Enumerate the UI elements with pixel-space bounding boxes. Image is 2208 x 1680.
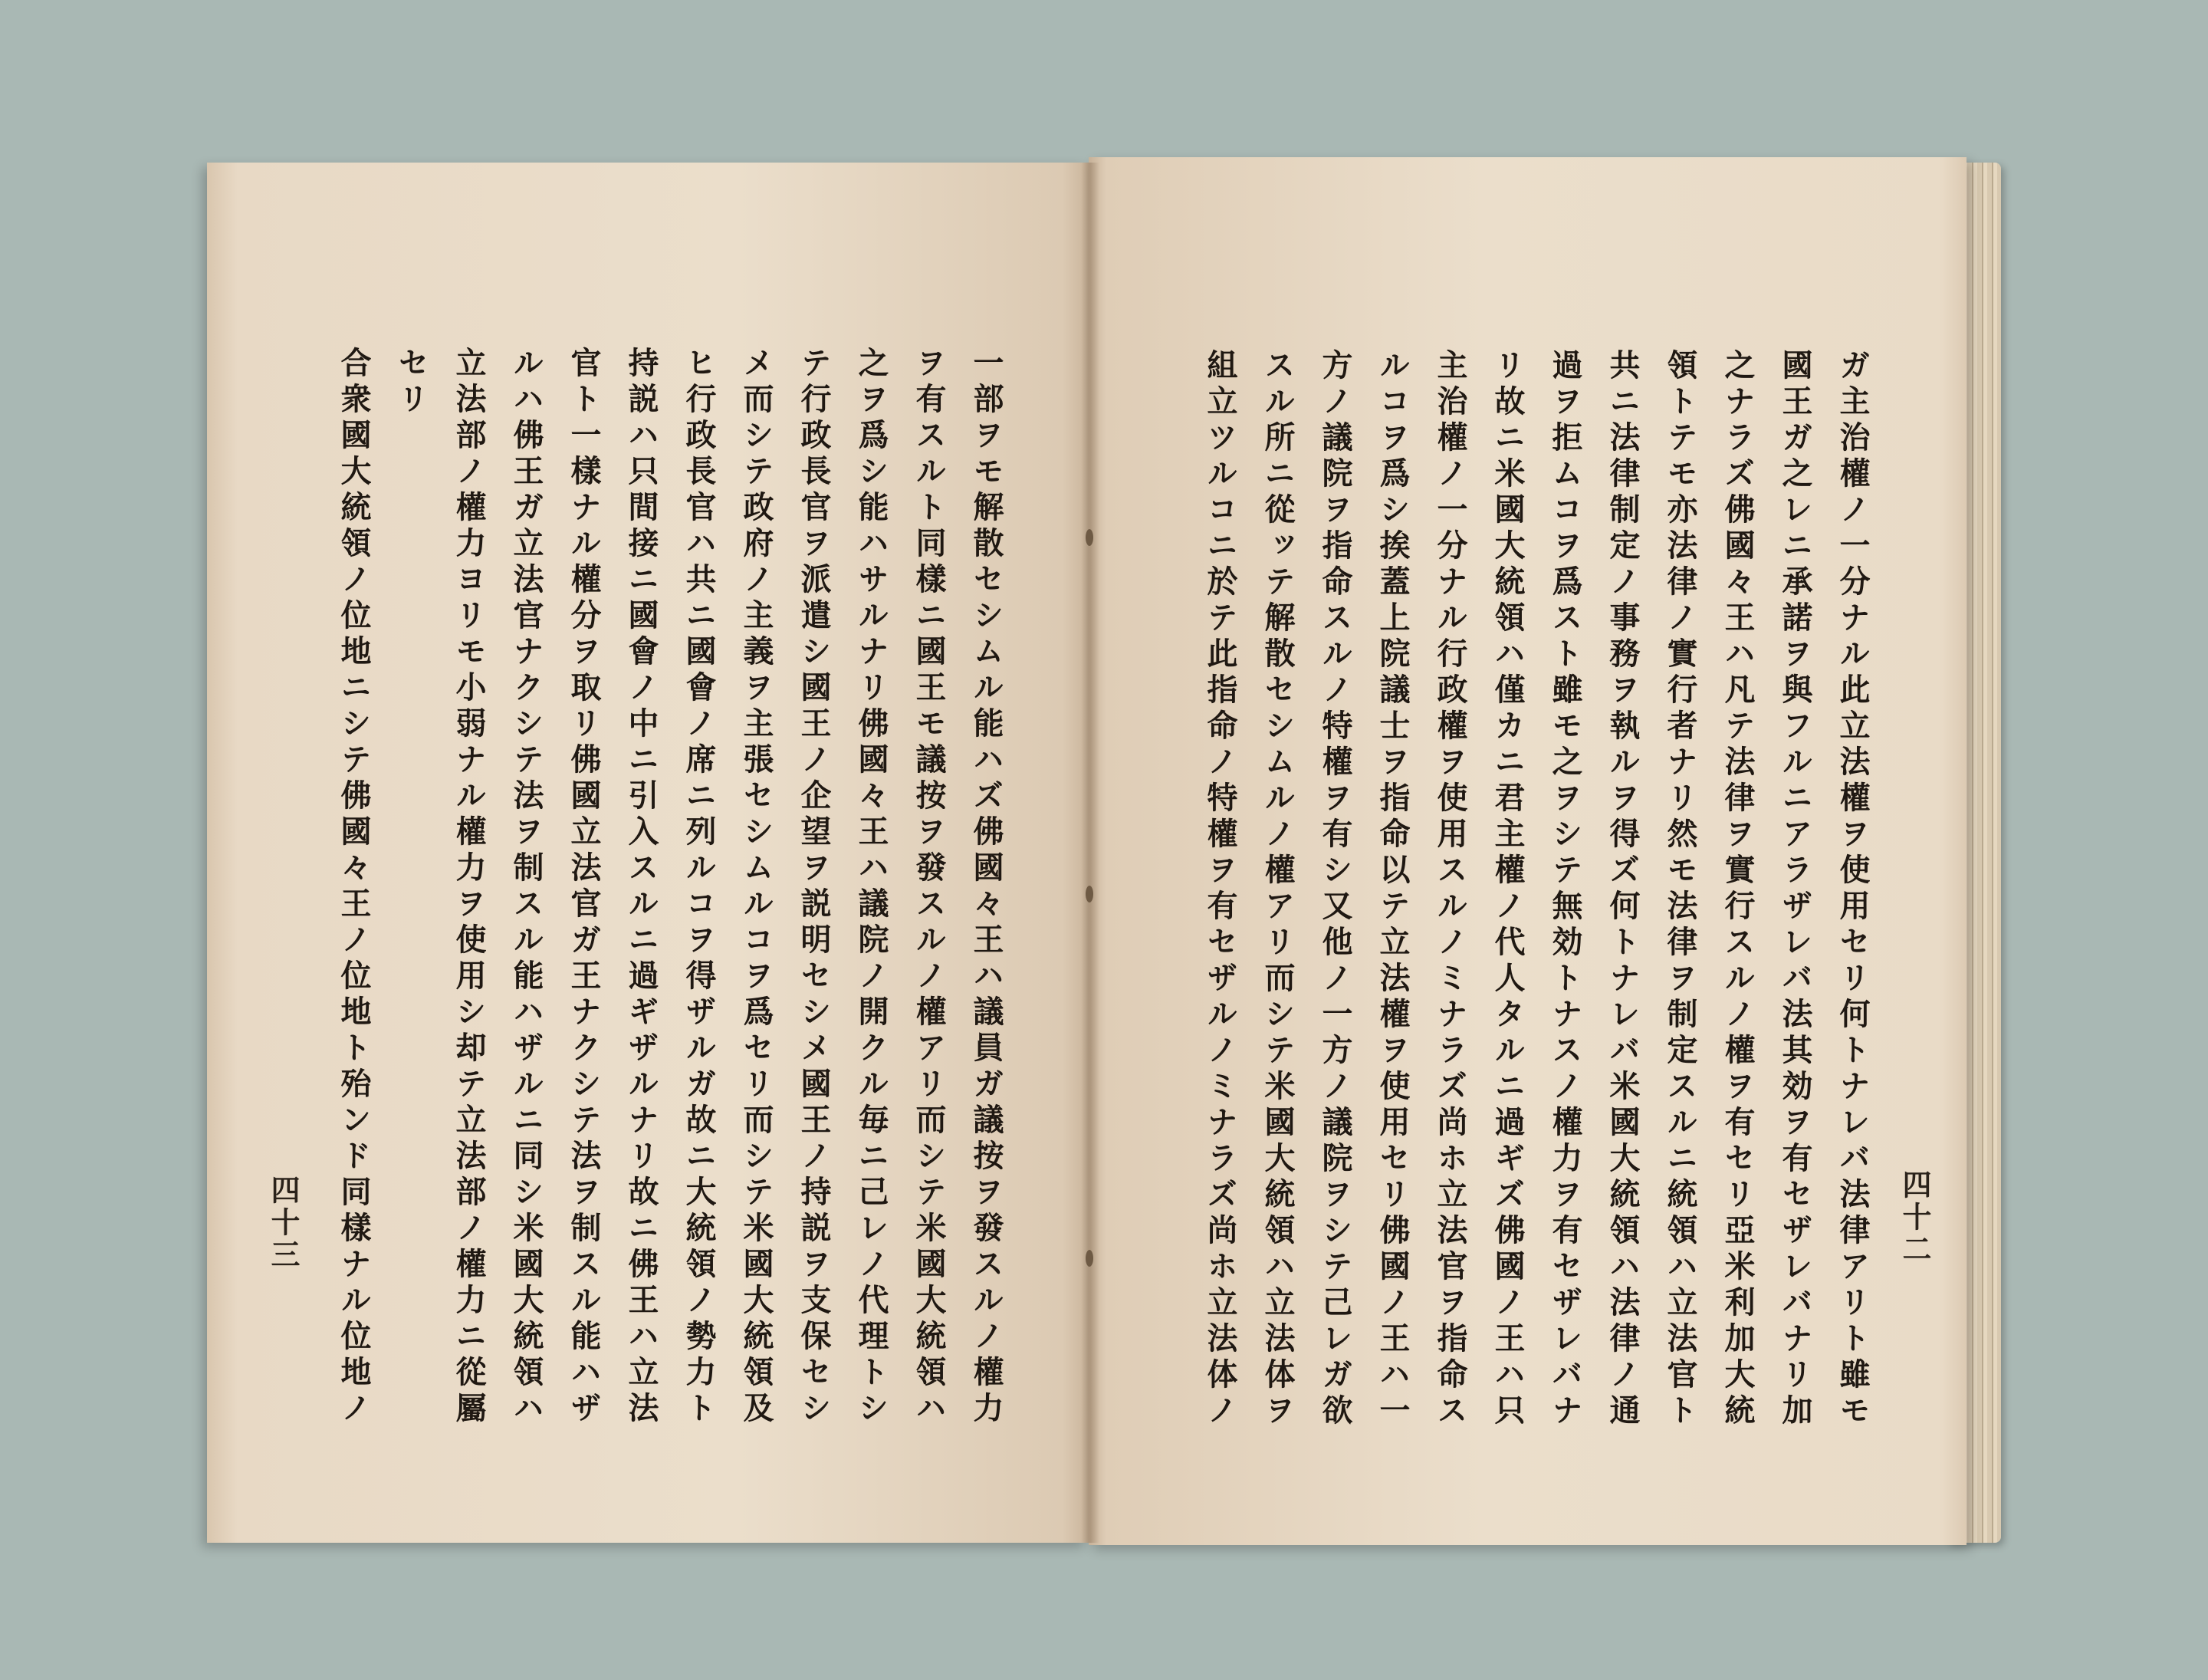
text-column: ガ主治權ノ一分ナル此立法權ヲ使用セリ何トナレバ法律アリト雖モ — [1835, 349, 1871, 1430]
text-column: テ行政長官ヲ派遣シ國王ノ企望ヲ説明セシメ國王ノ持説ヲ支保セシ — [796, 347, 832, 1428]
text-column: リ故ニ米國大統領ハ僅カニ君主權ノ代人タルニ過ギズ佛國ノ王ハ只 — [1490, 349, 1526, 1430]
text-column: スル所ニ從ッテ解散セシムルノ權アリ而シテ米國大統領ハ立法体ヲ — [1260, 349, 1296, 1430]
text-column: 領トテモ亦法律ノ實行者ナリ然モ法律ヲ制定スルニ統領ハ立法官ト — [1662, 349, 1698, 1430]
text-column: ルハ佛王ガ立法官ナクシテ法ヲ制スル能ハザルニ同シ米國大統領ハ — [508, 347, 544, 1428]
binding-stitch — [1086, 1250, 1093, 1267]
text-column: ルコヲ爲シ挨蓋上院議士ヲ指命以テ立法權ヲ使用セリ佛國ノ王ハ一 — [1375, 349, 1411, 1430]
binding-stitch — [1086, 529, 1093, 546]
text-column: 組立ツルコニ於テ此指命ノ特權ヲ有セザルノミナラズ尚ホ立法体ノ — [1202, 349, 1238, 1430]
text-column: 過ヲ拒ムコヲ爲スト雖モ之ヲシテ無効トナスノ權力ヲ有セザレバナ — [1547, 349, 1583, 1430]
text-column: ヲ有スルト同樣ニ國王モ議按ヲ發スルノ權アリ而シテ米國大統領ハ — [911, 347, 947, 1428]
text-column: 方ノ議院ヲ指命スルノ特權ヲ有シ又他ノ一方ノ議院ヲシテ己レガ欲 — [1317, 349, 1353, 1430]
text-column: 之ナラズ佛國々王ハ凡テ法律ヲ實行スルノ權ヲ有セリ亞米利加大統 — [1720, 349, 1756, 1430]
text-column: メ而シテ政府ノ主義ヲ主張セシムルコヲ爲セリ而シテ米國大統領及 — [738, 347, 774, 1428]
text-column: 主治權ノ一分ナル行政權ヲ使用スルノミナラズ尚ホ立法官ヲ指命ス — [1432, 349, 1468, 1430]
right-page — [1089, 157, 1967, 1545]
text-column: 立法部ノ權力ヨリモ小弱ナル權力ヲ使用シ却テ立法部ノ權力ニ從屬 — [451, 347, 487, 1428]
text-column: ヒ行政長官ハ共ニ國會ノ席ニ列ルコヲ得ザルガ故ニ大統領ノ勢力ト — [681, 347, 717, 1428]
text-column: 共ニ法律制定ノ事務ヲ執ルヲ得ズ何トナレバ米國大統領ハ法律ノ通 — [1605, 349, 1641, 1430]
book-gutter — [1081, 163, 1099, 1543]
text-column: 官ト一樣ナル權分ヲ取リ佛國立法官ガ王ナクシテ法ヲ制スル能ハザ — [566, 347, 602, 1428]
left-page-text — [314, 347, 1004, 1428]
text-column: 持説ハ只間接ニ國會ノ中ニ引入スルニ過ギザルナリ故ニ佛王ハ立法 — [623, 347, 659, 1428]
text-column: 合衆國大統領ノ位地ニシテ佛國々王ノ位地ト殆ンド同樣ナル位地ノ — [336, 347, 372, 1428]
text-column: 之ヲ爲シ能ハサルナリ佛國々王ハ議院ノ開クル毎ニ己レノ代理トシ — [853, 347, 889, 1428]
left-page — [207, 163, 1089, 1543]
binding-stitch — [1086, 886, 1093, 902]
right-page-number: 四十二 — [1898, 1169, 1932, 1266]
left-page-number: 四十三 — [266, 1175, 301, 1271]
text-column: 國王ガ之レニ承諾ヲ與フルニアラザレバ法其効ヲ有セザレバナリ加 — [1777, 349, 1813, 1430]
text-column: 一部ヲモ解散セシムル能ハズ佛國々王ハ議員ガ議按ヲ發スルノ權力 — [968, 347, 1004, 1428]
right-page-text — [1181, 349, 1871, 1430]
text-column: セリ — [393, 347, 429, 419]
